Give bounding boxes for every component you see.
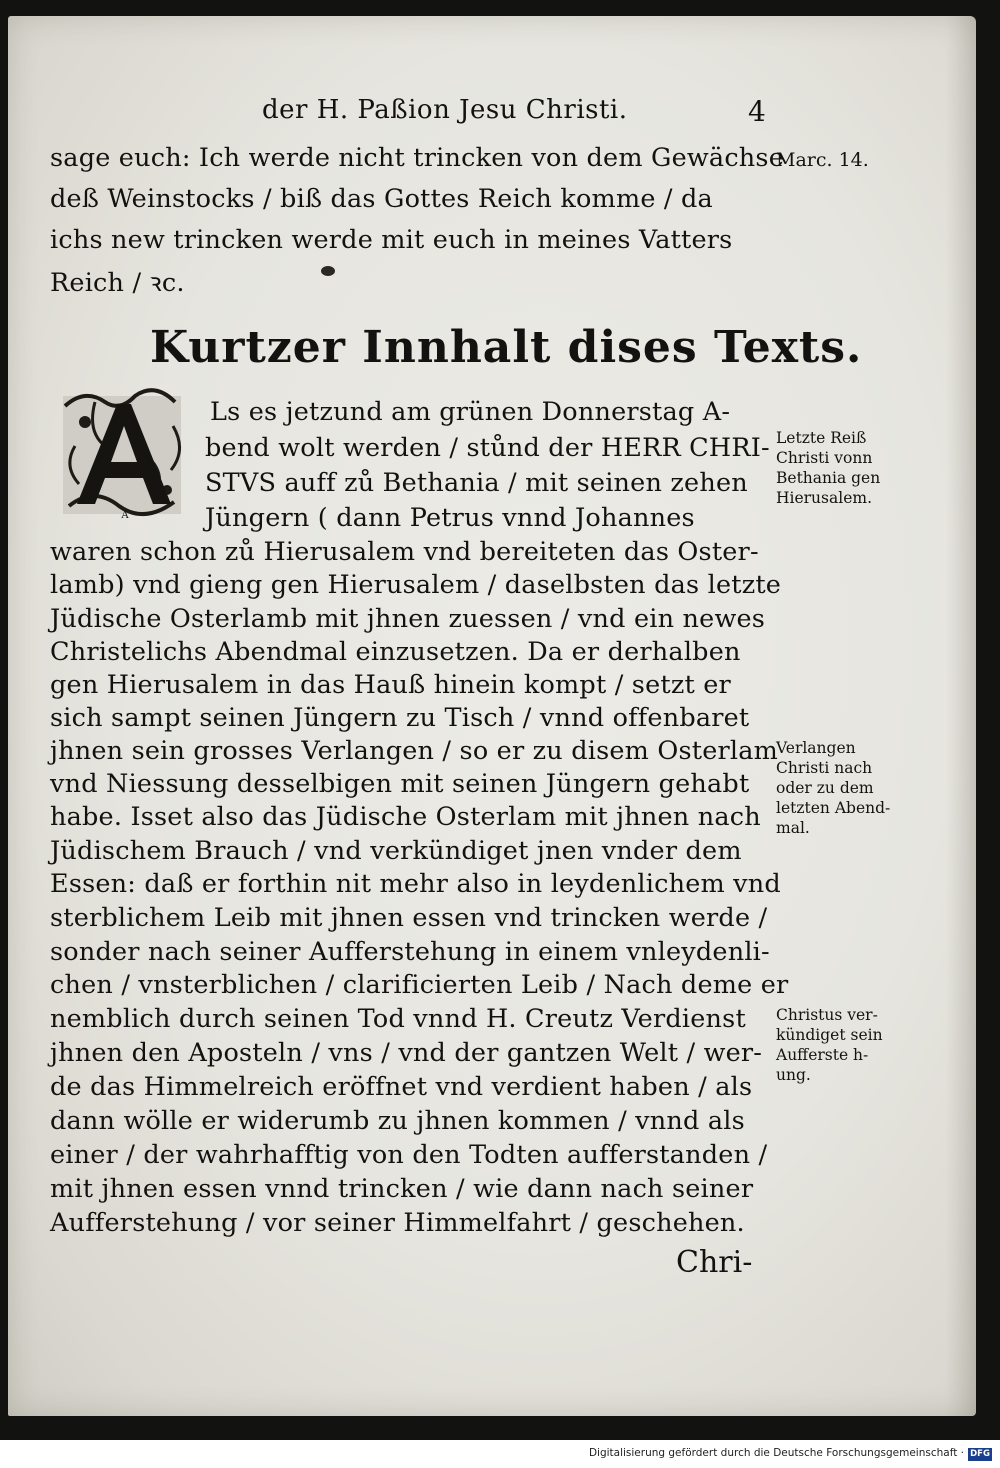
body-line: deß Weinstocks / biß das Gottes Reich komme / da	[50, 184, 713, 214]
body-line: Ls es jetzund am grünen Donnerstag A-	[210, 397, 731, 427]
body-line: jhnen den Aposteln / vns / vnd der gantzen Welt / wer-	[50, 1038, 763, 1068]
body-line: Christelichs Abendmal einzusetzen. Da er derhalben	[50, 637, 741, 667]
body-line: nemblich durch seinen Tod vnnd H. Creutz Verdienst	[50, 1004, 746, 1034]
body-line: chen / vnsterblichen / clarificierten Leib / Nach deme er	[50, 970, 789, 1000]
margin-note-verkuendiget-line: Christus ver-	[776, 1006, 878, 1024]
body-line: sonder nach seiner Aufferstehung in einem vnleydenli-	[50, 937, 770, 967]
body-line: Jüngern ( dann Petrus vnnd Johannes	[205, 503, 695, 533]
body-line: STVS auff zů Bethania / mit seinen zehen	[205, 468, 748, 498]
running-head: der H. Paßion Jesu Christi.	[262, 95, 628, 125]
ink-blot	[321, 266, 335, 276]
body-line: de das Himmelreich eröffnet vnd verdient haben / als	[50, 1072, 753, 1102]
dfg-logo-icon: DFG	[968, 1448, 992, 1461]
body-line: ichs new trincken werde mit euch in meines Vatters	[50, 225, 733, 255]
body-line: jhnen sein grosses Verlangen / so er zu disem Osterlam	[50, 736, 779, 766]
decorated-initial-a	[55, 386, 197, 526]
body-line: gen Hierusalem in das Hauß hinein kompt / setzt er	[50, 670, 731, 700]
body-line: habe. Isset also das Jüdische Osterlam mit jhnen nach	[50, 802, 761, 832]
margin-note-marc: Marc. 14.	[776, 149, 869, 171]
margin-note-verlangen-line: mal.	[776, 819, 810, 837]
margin-note-reise-line: Hierusalem.	[776, 489, 872, 507]
body-line: Jüdischem Brauch / vnd verkündiget jnen vnder dem	[50, 836, 742, 866]
body-line: Jüdische Osterlamb mit jhnen zuessen / vnd ein newes	[50, 604, 766, 634]
margin-note-verkuendiget-line: kündiget sein	[776, 1026, 883, 1044]
body-line: Essen: daß er forthin nit mehr also in leydenlichem vnd	[50, 869, 781, 899]
body-line: vnd Niessung desselbigen mit seinen Jüngern gehabt	[50, 769, 750, 799]
margin-note-verlangen-line: Verlangen	[776, 739, 856, 757]
body-line: lamb) vnd gieng gen Hierusalem / daselbsten das letzte	[50, 570, 782, 600]
margin-note-verkuendiget-line: Aufferste h-	[776, 1046, 869, 1064]
margin-note-reise-line: Letzte Reiß	[776, 429, 867, 447]
body-line: einer / der wahrhafftig von den Todten aufferstanden /	[50, 1140, 768, 1170]
catchword: Chri-	[676, 1245, 753, 1280]
body-line: Reich / ꝛc.	[50, 268, 185, 298]
body-line: sich sampt seinen Jüngern zu Tisch / vnnd offenbaret	[50, 703, 750, 733]
svg-text:A: A	[121, 510, 129, 521]
body-line: sage euch: Ich werde nicht trincken von dem Gewächse	[50, 143, 784, 173]
body-line: waren schon zů Hierusalem vnd bereiteten das Oster-	[50, 537, 759, 567]
margin-note-verlangen-line: oder zu dem	[776, 779, 874, 797]
body-line: mit jhnen essen vnnd trincken / wie dann nach seiner	[50, 1174, 754, 1204]
body-line: sterblichem Leib mit jhnen essen vnd trincken werde /	[50, 903, 768, 933]
margin-note-reise-line: Bethania gen	[776, 469, 881, 487]
page-number: 4	[748, 95, 766, 128]
body-line: Aufferstehung / vor seiner Himmelfahrt / geschehen.	[50, 1208, 745, 1238]
page-edge-shadow	[946, 16, 976, 1416]
funding-credit: Digitalisierung gefördert durch die Deutsche Forschungsgemeinschaft ·	[588, 1447, 964, 1459]
body-line: dann wölle er widerumb zu jhnen kommen / vnnd als	[50, 1106, 745, 1136]
section-heading: Kurtzer Innhalt dises Texts.	[150, 322, 863, 373]
margin-note-verlangen-line: Christi nach	[776, 759, 873, 777]
body-line: bend wolt werden / stůnd der HERR CHRI-	[205, 433, 770, 463]
margin-note-reise-line: Christi vonn	[776, 449, 873, 467]
margin-note-verlangen-line: letzten Abend-	[776, 799, 891, 817]
margin-note-verkuendiget-line: ung.	[776, 1066, 811, 1084]
